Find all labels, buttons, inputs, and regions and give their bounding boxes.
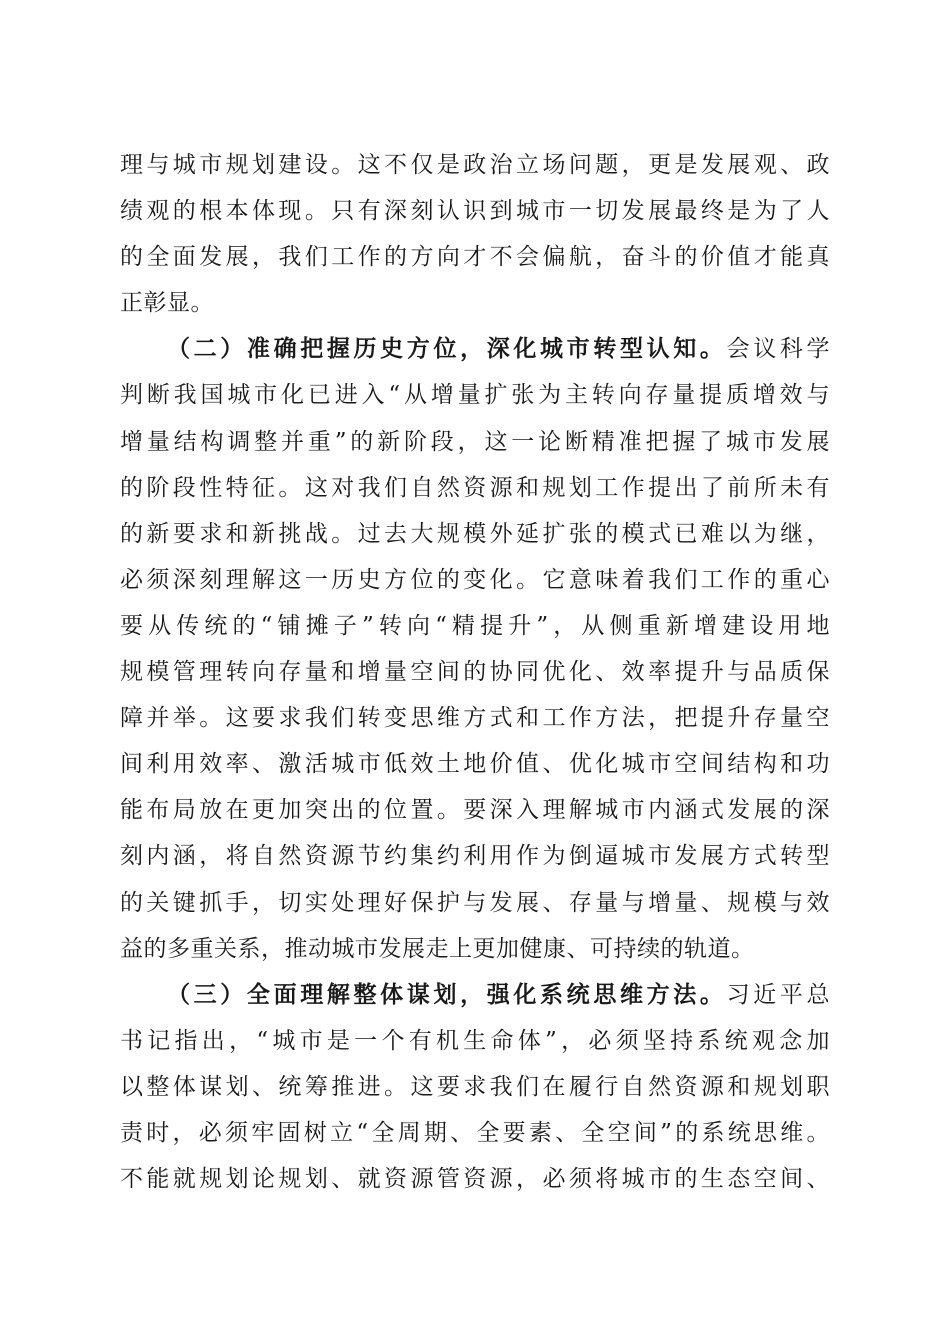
- text-line: 能布局放在更加突出的位置。要深入理解城市内涵式发展的深: [120, 797, 830, 824]
- text-line: 绩观的根本体现。只有深刻认识到城市一切发展最终是为了人: [120, 198, 830, 225]
- paragraph-first-line: [120, 326, 830, 372]
- section-heading: （三）全面理解整体谋划，强化系统思维方法。: [167, 980, 727, 1008]
- text-line: 益的多重关系，推动城市发展走上更加健康、可持续的轨道。: [120, 935, 755, 962]
- text-line: 正彰显。: [120, 290, 214, 317]
- text-line: 理与城市规划建设。这不仅是政治立场问题，更是发展观、政: [120, 152, 830, 178]
- text-line: 障并举。这要求我们转变思维方式和工作方法，把提升存量空: [120, 705, 830, 732]
- text-line: 的阶段性特征。这对我们自然资源和规划工作提出了前所未有: [120, 474, 830, 501]
- text-line: 增量结构调整并重”的新阶段，这一论断精准把握了城市发展: [120, 428, 830, 455]
- text-line: 要从传统的“铺摊子”转向“精提升”，从侧重新增建设用地: [120, 612, 830, 639]
- text-line: 规模管理转向存量和增量空间的协同优化、效率提升与品质保: [120, 659, 830, 686]
- body-text: [120, 142, 830, 1202]
- paragraph-first-line: [120, 972, 830, 1018]
- text-line: 刻内涵，将自然资源节约集约利用作为倒逼城市发展方式转型: [120, 843, 830, 870]
- text-line: 以整体谋划、统筹推进。这要求我们在履行自然资源和规划职: [120, 1073, 830, 1100]
- paragraph-2: [120, 326, 830, 971]
- text-line: 的关键抓手，切实处理好保护与发展、存量与增量、规模与效: [120, 889, 830, 916]
- paragraph-1: [120, 142, 830, 326]
- section-heading: （二）准确把握历史方位，深化城市转型认知。: [167, 335, 727, 363]
- text-line: 间利用效率、激活城市低效土地价值、优化城市空间结构和功: [120, 751, 830, 778]
- text-line: 判断我国城市化已进入“从增量扩张为主转向存量提质增效与: [120, 382, 830, 409]
- text-line: 责时，必须牢固树立“全周期、全要素、全空间”的系统思维。: [120, 1119, 830, 1146]
- text-fragment: 习近平总: [726, 981, 831, 1008]
- text-line: 必须深刻理解这一历史方位的变化。它意味着我们工作的重心: [120, 566, 830, 593]
- text-fragment: 会议科学: [726, 336, 831, 363]
- text-line: 的全面发展，我们工作的方向才不会偏航，奋斗的价值才能真: [120, 244, 830, 271]
- text-line: 书记指出，“城市是一个有机生命体”，必须坚持系统观念加: [120, 1027, 830, 1054]
- text-line: 不能就规划论规划、就资源管资源，必须将城市的生态空间、: [120, 1166, 830, 1193]
- text-line: 的新要求和新挑战。过去大规模外延扩张的模式已难以为继，: [120, 520, 830, 547]
- paragraph-3: [120, 972, 830, 1202]
